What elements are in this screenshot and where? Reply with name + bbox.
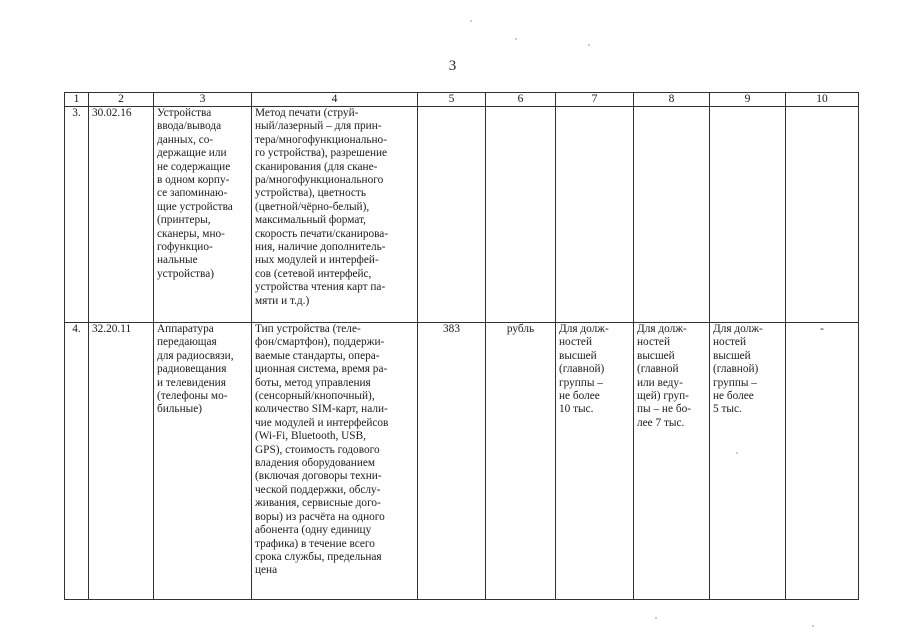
unit-name-cell: рубль xyxy=(486,323,556,600)
unit-code-cell xyxy=(418,107,486,323)
scan-speck xyxy=(588,44,590,46)
scan-speck xyxy=(515,38,517,40)
value-cell-9: Для долж- ностей высшей (главной) группы – не более 5 тыс. xyxy=(710,323,786,600)
column-header: 7 xyxy=(556,93,634,107)
scan-speck xyxy=(736,452,738,454)
column-header: 10 xyxy=(786,93,859,107)
value-cell-9 xyxy=(710,107,786,323)
column-header: 5 xyxy=(418,93,486,107)
value-cell-8 xyxy=(634,107,710,323)
item-characteristics: Тип устройства (теле- фон/смартфон), поддержи- ваемые стандарты, опера- ционная система, время ра- боты, метод управления (сенсорный/кнопочный), количество SIM-карт, нали- чие модулей и интерфейсов (Wi-Fi, Bluetooth, USB, GPS), стоимость годового владения оборудованием (включая договоры техни- ческой поддержки, обслу- живания, сервисные дого- воры) из расчёта на одного абонента (одну единицу трафика) в течение всего срока службы, предельная цена xyxy=(252,323,418,600)
table-row xyxy=(65,107,859,323)
column-header: 9 xyxy=(710,93,786,107)
page-number: 3 xyxy=(448,58,457,74)
column-header: 6 xyxy=(486,93,556,107)
scan-speck xyxy=(812,625,814,627)
column-header: 8 xyxy=(634,93,710,107)
unit-name-cell xyxy=(486,107,556,323)
specification-table xyxy=(64,92,859,600)
value-cell-8: Для долж- ностей высшей (главной или веду- щей) груп- пы – не бо- лее 7 тыс. xyxy=(634,323,710,600)
column-header: 3 xyxy=(154,93,252,107)
column-header: 4 xyxy=(252,93,418,107)
row-number: 3. xyxy=(65,107,89,323)
table-row xyxy=(65,323,859,600)
okpd-code: 32.20.11 xyxy=(89,323,154,600)
table-header-row xyxy=(65,93,859,107)
item-characteristics: Метод печати (струй- ный/лазерный – для прин- тера/многофункционально- го устройства), разрешение сканирования (для скане- ра/многофункционального устройства), цветность (цветной/чёрно-белый), максимальный формат, скорость печати/сканирова- ния, наличие дополнитель- ных модулей и интерфей- сов (сетевой интерфейс, устройства чтения карт па- мяти и т.д.) xyxy=(252,107,418,323)
value-cell-7: Для долж- ностей высшей (главной) группы – не более 10 тыс. xyxy=(556,323,634,600)
scan-speck xyxy=(470,20,472,22)
column-header: 2 xyxy=(89,93,154,107)
value-cell-7 xyxy=(556,107,634,323)
row-number: 4. xyxy=(65,323,89,600)
item-name: Устройства ввода/вывода данных, со- держащие или не содержащие в одном корпу- се запоминаю- щие устройства (принтеры, сканеры, мно- гофункцио- нальные устройства) xyxy=(154,107,252,323)
okpd-code: 30.02.16 xyxy=(89,107,154,323)
item-name: Аппаратура передающая для радиосвязи, радиовещания и телевидения (телефоны мо- бильные) xyxy=(154,323,252,600)
value-cell-10: - xyxy=(786,323,859,600)
unit-code-cell: 383 xyxy=(418,323,486,600)
value-cell-10 xyxy=(786,107,859,323)
column-header: 1 xyxy=(65,93,89,107)
scan-speck xyxy=(655,617,657,619)
